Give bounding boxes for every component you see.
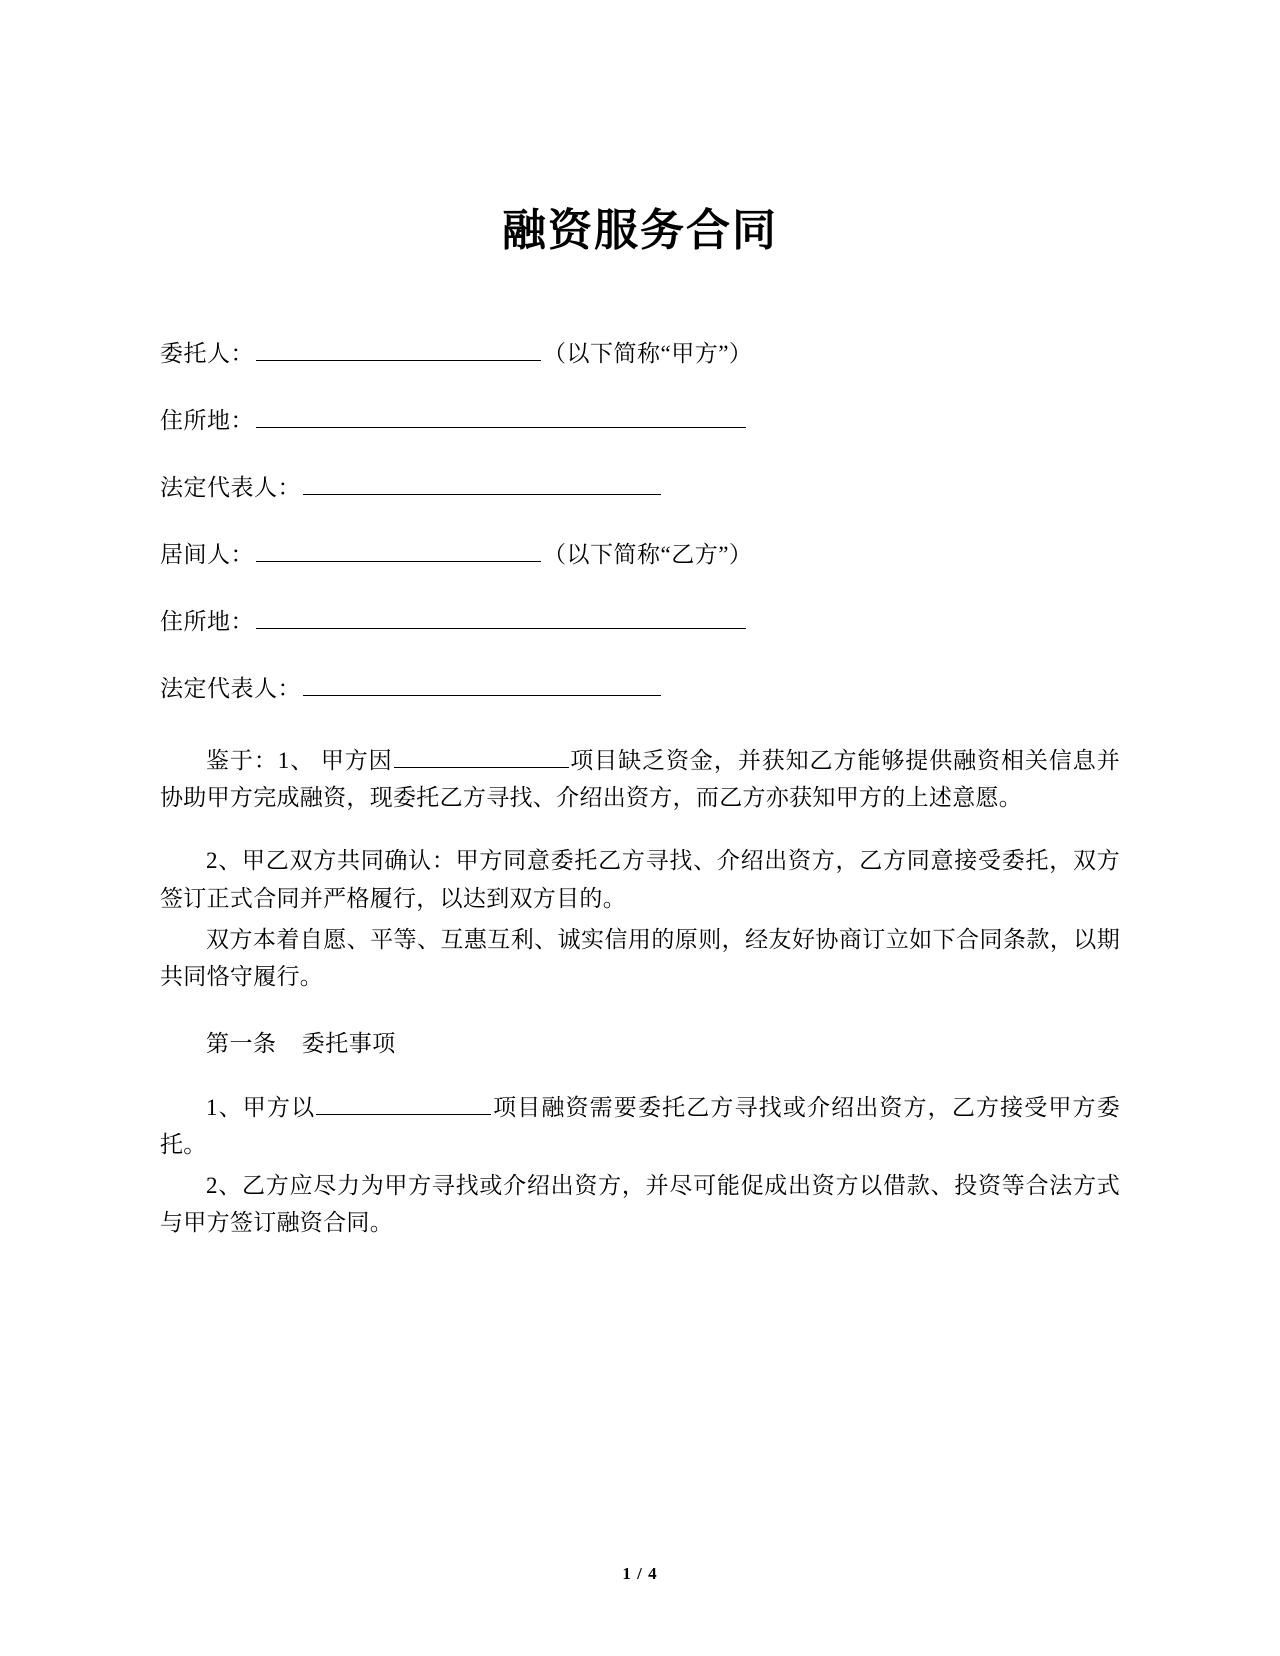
section-one-heading bbox=[160, 1025, 1120, 1062]
party-row-broker bbox=[160, 541, 1120, 566]
section-one-block bbox=[160, 1025, 1120, 1241]
party-suffix-broker: （以下简称“乙方”） bbox=[543, 541, 753, 567]
party-row-broker-legal-rep bbox=[160, 675, 1120, 700]
party-label-principal-legal-rep: 法定代表人： bbox=[160, 474, 301, 500]
party-row-broker-address bbox=[160, 608, 1120, 633]
recital-item-1 bbox=[160, 742, 1120, 817]
section-one-title: 委托事项 bbox=[301, 1031, 396, 1057]
recital-item-1-blank[interactable] bbox=[394, 749, 569, 768]
section-one-item-2: 2、乙方应尽力为甲方寻找或介绍出资方，并尽可能促成出资方以借款、投资等合法方式与甲方签订融资合同。 bbox=[160, 1173, 1120, 1236]
recital-item-1-prefix: 鉴于：1、 甲方因 bbox=[206, 747, 393, 773]
party-blank-broker-name[interactable] bbox=[256, 541, 541, 562]
party-blank-principal-address[interactable] bbox=[256, 407, 746, 428]
party-label-broker: 居间人： bbox=[160, 541, 254, 567]
section-one-item-1-blank[interactable] bbox=[316, 1096, 491, 1115]
page-title: 融资服务合同 bbox=[502, 205, 778, 256]
section-one-item-1 bbox=[160, 1089, 1120, 1164]
party-row-principal-legal-rep bbox=[160, 474, 1120, 499]
party-information-block bbox=[160, 340, 1120, 700]
party-row-principal bbox=[160, 340, 1120, 365]
section-one-item-1-prefix: 1、甲方以 bbox=[206, 1094, 316, 1120]
recital-item-1-suffix: 项目缺乏资金，并获知乙方能够提供融资相关信息并协助甲方完成融资，现委托乙方寻找、介绍出资方，而乙方亦获知甲方的上述意愿。 bbox=[160, 747, 1121, 811]
party-label-principal-address: 住所地： bbox=[160, 407, 254, 433]
party-blank-broker-address[interactable] bbox=[256, 608, 746, 629]
recital-principles: 双方本着自愿、平等、互惠互利、诚实信用的原则，经友好协商订立如下合同条款，以期共同恪守履行。 bbox=[160, 926, 1120, 990]
recital-item-2: 2、甲乙双方共同确认：甲方同意委托乙方寻找、介绍出资方，乙方同意接受委托，双方签订正式合同并严格履行，以达到双方目的。 bbox=[160, 848, 1120, 911]
party-row-principal-address bbox=[160, 407, 1120, 432]
party-suffix-principal: （以下简称“甲方”） bbox=[543, 340, 753, 366]
section-one-item-1-suffix: 项目融资需要委托乙方寻找或介绍出资方，乙方接受甲方委托。 bbox=[160, 1094, 1120, 1157]
party-label-principal: 委托人： bbox=[160, 340, 254, 366]
page-number-footer: 1 / 4 bbox=[622, 1564, 658, 1583]
party-label-broker-address: 住所地： bbox=[160, 608, 254, 634]
party-blank-principal-name[interactable] bbox=[256, 340, 541, 361]
section-one-number: 第一条 bbox=[206, 1031, 277, 1057]
recitals-block bbox=[160, 742, 1120, 996]
party-blank-principal-legal-rep[interactable] bbox=[303, 474, 661, 495]
party-blank-broker-legal-rep[interactable] bbox=[303, 675, 661, 696]
party-label-broker-legal-rep: 法定代表人： bbox=[160, 675, 301, 701]
